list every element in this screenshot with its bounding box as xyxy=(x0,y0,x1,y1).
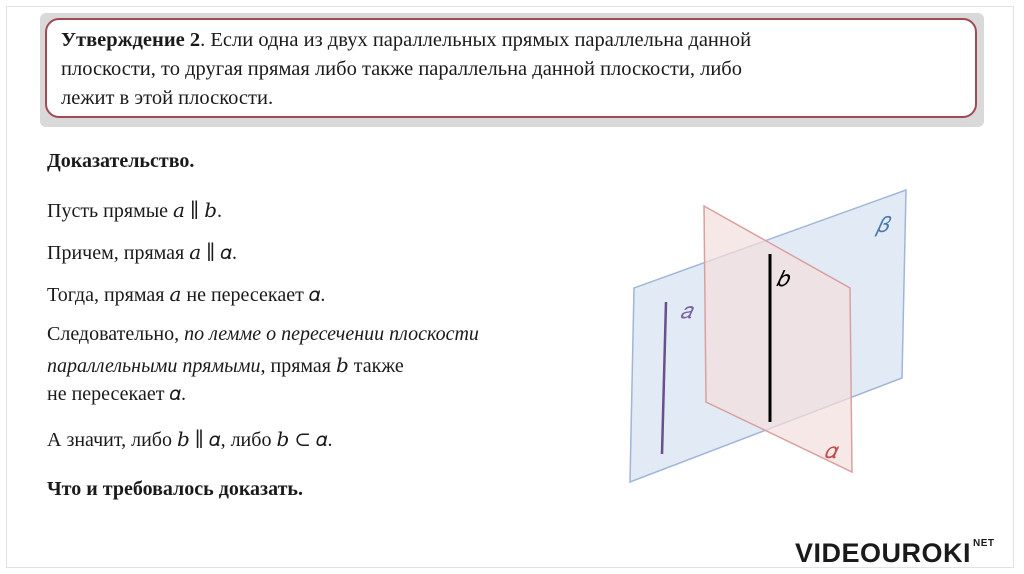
theorem-line-3: лежит в этой плоскости. xyxy=(61,87,274,109)
logo-suffix: NET xyxy=(973,538,995,549)
label-beta: 𝛽 xyxy=(876,212,888,237)
theorem-line-2: плоскости, то другая прямая либо также параллельна данной плоскости, либо xyxy=(61,58,742,80)
theorem-box xyxy=(45,18,977,118)
logo-text: VIDEOUROKI xyxy=(795,538,972,568)
planes-diagram xyxy=(620,180,920,500)
proof-step-1: Пусть прямые 𝑎 ∥ 𝑏. xyxy=(47,200,223,222)
proof-step-3: Тогда, прямая 𝑎 не пересекает 𝛼. xyxy=(47,284,326,306)
label-alpha: 𝛼 xyxy=(824,438,837,463)
proof-step-4-line-1 xyxy=(47,323,479,346)
proof-conclusion: Что и требовалось доказать. xyxy=(47,478,303,500)
step4-prefix: Следовательно, xyxy=(47,323,185,345)
proof-title: Доказательство. xyxy=(47,150,195,172)
proof-step-2: Причем, прямая 𝑎 ∥ 𝛼. xyxy=(47,242,237,264)
theorem-label: Утверждение 2 xyxy=(61,29,201,51)
theorem-line-1 xyxy=(61,26,961,55)
step4-rest: , прямая 𝑏 также xyxy=(260,355,404,377)
proof-step-5: А значит, либо 𝑏 ∥ 𝛼, либо 𝑏 ⊂ 𝛼. xyxy=(47,429,333,451)
step4-lemma: по лемме о пересечении плоскости xyxy=(184,323,479,345)
videouroki-logo xyxy=(795,538,995,569)
theorem-text-1: . Если одна из двух параллельных прямых параллельна данной xyxy=(200,29,752,51)
label-a: 𝑎 xyxy=(680,298,692,323)
label-b: 𝑏 xyxy=(776,266,789,291)
proof-step-4-line-2 xyxy=(47,353,404,378)
step4-lemma-cont: параллельными прямыми xyxy=(47,355,261,377)
proof-step-4-line-3: не пересекает 𝛼. xyxy=(47,383,187,405)
